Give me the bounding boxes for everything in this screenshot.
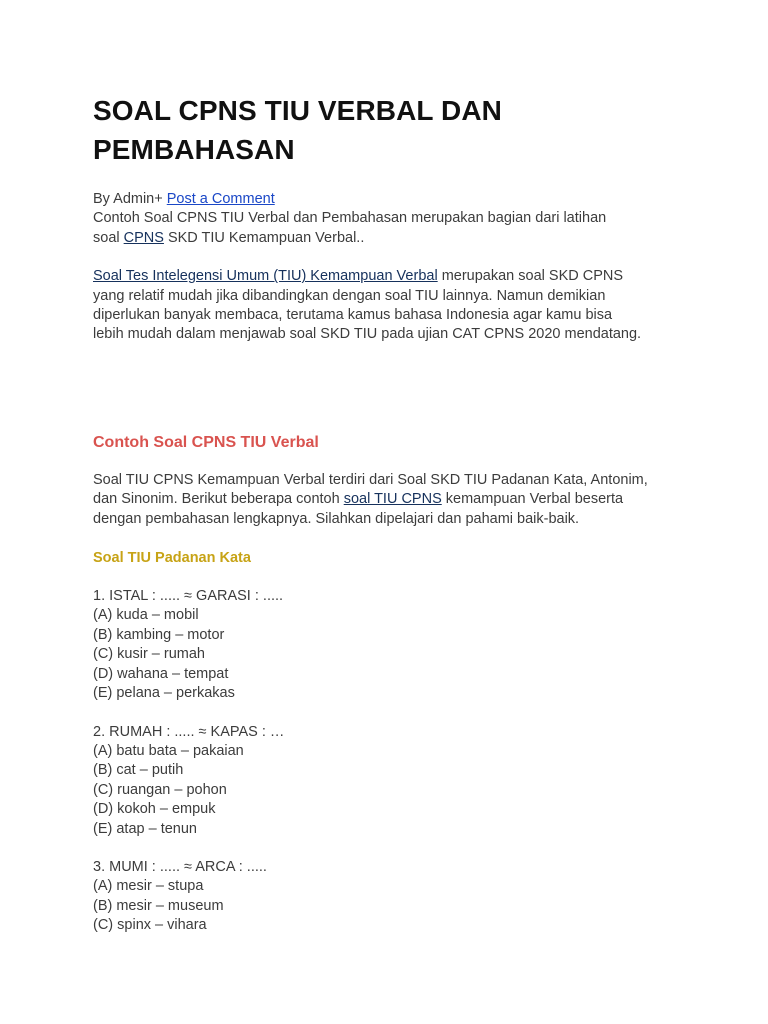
answer-option: (C) ruangan – pohon bbox=[93, 781, 227, 798]
intro2-line-1 bbox=[93, 267, 683, 286]
answer-option: (C) spinx – vihara bbox=[93, 917, 207, 934]
title-line-1: SOAL CPNS TIU VERBAL DAN bbox=[93, 95, 502, 126]
cpns-link[interactable]: CPNS bbox=[123, 229, 164, 246]
answer-option: (E) pelana – perkakas bbox=[93, 685, 235, 702]
subsection-title: Soal TIU Padanan Kata bbox=[93, 550, 251, 567]
section-paragraph bbox=[93, 471, 683, 529]
section-title: Contoh Soal CPNS TIU Verbal bbox=[93, 433, 319, 451]
answer-option: (A) mesir – stupa bbox=[93, 878, 204, 895]
intro1-post-text: SKD TIU Kemampuan Verbal.. bbox=[163, 229, 365, 246]
intro2-line-3: diperlukan banyak membaca, terutama kamus bahasa Indonesia agar kamu bisa bbox=[93, 307, 613, 324]
intro1-line-1: Contoh Soal CPNS TIU Verbal dan Pembahasan merupakan bagian dari latihan bbox=[93, 210, 607, 227]
question-2 bbox=[93, 723, 683, 839]
soal-tiu-cpns-link[interactable]: soal TIU CPNS bbox=[343, 491, 442, 508]
answer-option: (B) cat – putih bbox=[93, 762, 184, 779]
byline bbox=[93, 190, 683, 209]
section-line-2-post: kemampuan Verbal beserta bbox=[441, 491, 624, 508]
tiu-verbal-link[interactable]: Soal Tes Intelegensi Umum (TIU) Kemampuan Verbal bbox=[93, 268, 438, 285]
section-line-1: Soal TIU CPNS Kemampuan Verbal terdiri dari Soal SKD TIU Padanan Kata, Antonim, bbox=[93, 471, 648, 488]
question-prompt: 2. RUMAH : ..... ≈ KAPAS : … bbox=[93, 723, 285, 740]
answer-option: (D) wahana – tempat bbox=[93, 665, 229, 682]
answer-option: (A) kuda – mobil bbox=[93, 607, 199, 624]
answer-option: (E) atap – tenun bbox=[93, 820, 197, 837]
question-prompt: 3. MUMI : ..... ≈ ARCA : ..... bbox=[93, 858, 267, 875]
title-line-2: PEMBAHASAN bbox=[93, 134, 295, 165]
answer-option: (B) kambing – motor bbox=[93, 626, 225, 643]
section-line-2-pre: dan Sinonim. Berikut beberapa contoh bbox=[93, 491, 344, 508]
author-text: By Admin+ bbox=[93, 191, 163, 207]
post-comment-link[interactable]: Post a Comment bbox=[166, 191, 275, 207]
page-title bbox=[93, 91, 683, 169]
intro2-line-2: yang relatif mudah jika dibandingkan dengan soal TIU lainnya. Namun demikian bbox=[93, 287, 606, 304]
answer-option: (C) kusir – rumah bbox=[93, 646, 205, 663]
section-line-2 bbox=[93, 490, 683, 509]
intro2-line-4: lebih mudah dalam menjawab soal SKD TIU pada ujian CAT CPNS 2020 mendatang. bbox=[93, 326, 642, 343]
answer-option: (A) batu bata – pakaian bbox=[93, 742, 244, 759]
question-3 bbox=[93, 858, 683, 936]
answer-option: (D) kokoh – empuk bbox=[93, 801, 216, 818]
intro1-line-2 bbox=[93, 229, 683, 248]
intro-paragraph-2 bbox=[93, 267, 683, 345]
section-line-3: dengan pembahasan lengkapnya. Silahkan dipelajari dan pahami baik-baik. bbox=[93, 510, 580, 527]
article bbox=[93, 91, 683, 936]
question-1 bbox=[93, 587, 683, 703]
question-prompt: 1. ISTAL : ..... ≈ GARASI : ..... bbox=[93, 588, 284, 605]
answer-option: (B) mesir – museum bbox=[93, 897, 224, 914]
intro-paragraph-1 bbox=[93, 209, 683, 248]
intro2-text-1: merupakan soal SKD CPNS bbox=[437, 268, 624, 285]
intro1-pre-text: soal bbox=[93, 229, 124, 246]
